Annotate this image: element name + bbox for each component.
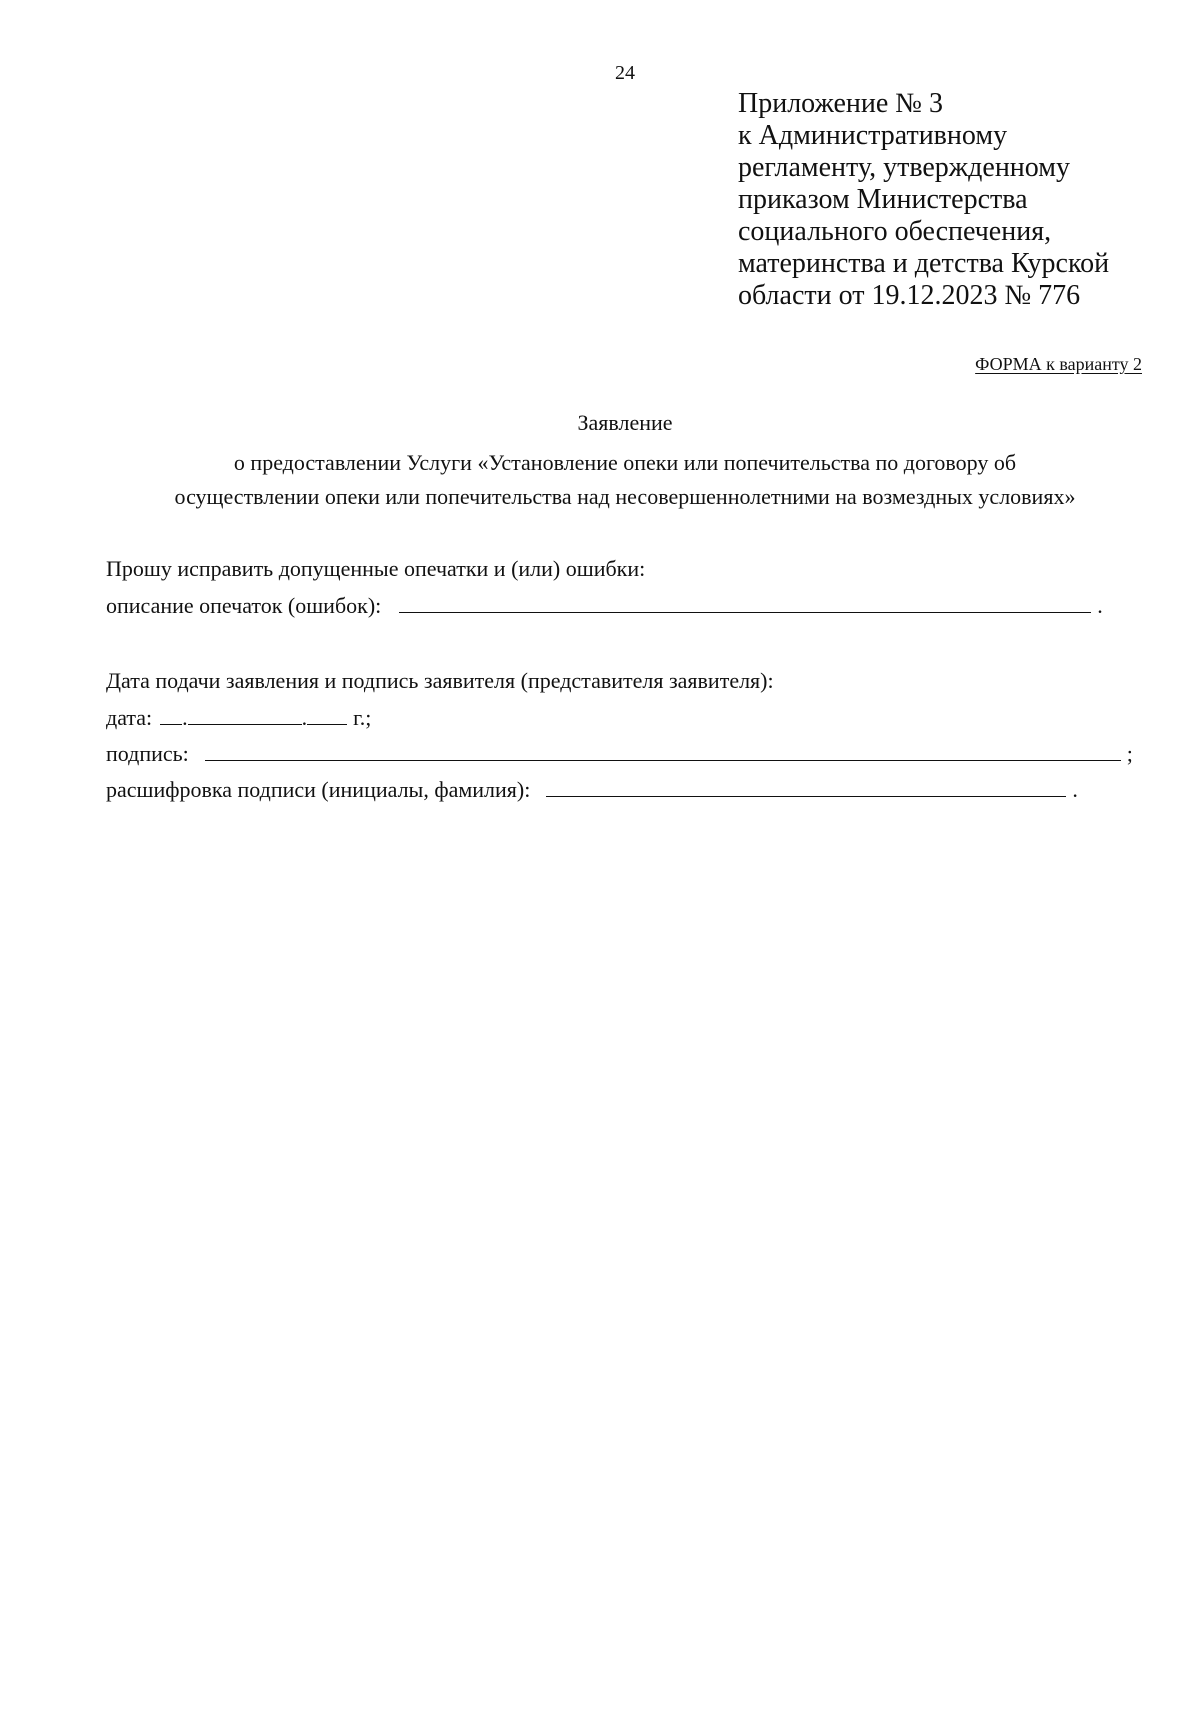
appendix-line: регламенту, утвержденному: [738, 152, 1070, 183]
date-year-field[interactable]: [307, 704, 347, 725]
subtitle-line: осуществлении опеки или попечительства над несовершеннолетними на возмездных условиях»: [174, 484, 1076, 509]
form-variant-label: ФОРМА к варианту 2: [975, 354, 1142, 374]
signature-field[interactable]: [205, 740, 1121, 761]
request-text-label: Прошу исправить допущенные опечатки и (или) ошибки:: [106, 556, 646, 581]
date-label: дата:: [106, 705, 153, 730]
signature-decode-end: .: [1072, 777, 1078, 802]
signature-end: ;: [1126, 741, 1133, 766]
appendix-line: социального обеспечения,: [738, 216, 1052, 247]
error-description-end: .: [1097, 593, 1103, 618]
signature-heading-row: [106, 668, 774, 694]
date-separator: .: [301, 705, 308, 730]
subtitle-line: о предоставлении Услуги «Установление опеки или попечительства по договору об: [233, 450, 1017, 475]
document-title: Заявление: [577, 410, 673, 435]
signature-label: подпись:: [106, 741, 189, 766]
signature-decode-row: [106, 776, 1078, 803]
signature-row: [106, 740, 1133, 767]
signature-decode-label: расшифровка подписи (инициалы, фамилия):: [106, 777, 531, 802]
appendix-line: к Административному: [738, 120, 1008, 151]
appendix-line: приказом Министерства: [738, 184, 1028, 215]
date-day-field[interactable]: [160, 704, 182, 725]
request-text: [106, 556, 645, 582]
error-description-label: описание опечаток (ошибок):: [106, 593, 382, 618]
appendix-line: Приложение № 3: [738, 88, 943, 119]
appendix-line: материнства и детства Курской: [738, 248, 1110, 279]
error-description-field[interactable]: [399, 592, 1091, 613]
date-suffix: г.;: [353, 705, 372, 730]
date-separator: .: [182, 705, 188, 730]
signature-decode-field[interactable]: [546, 776, 1066, 797]
document-subtitle: [100, 446, 1150, 514]
error-description-row: [106, 592, 1103, 619]
appendix-line: области от 19.12.2023 № 776: [738, 280, 1081, 311]
signature-heading: Дата подачи заявления и подпись заявителя (представителя заявителя):: [106, 668, 774, 693]
page-number: 24: [615, 62, 635, 84]
date-month-field[interactable]: [188, 704, 302, 725]
date-row: [106, 704, 371, 731]
appendix-block: [738, 88, 1178, 312]
